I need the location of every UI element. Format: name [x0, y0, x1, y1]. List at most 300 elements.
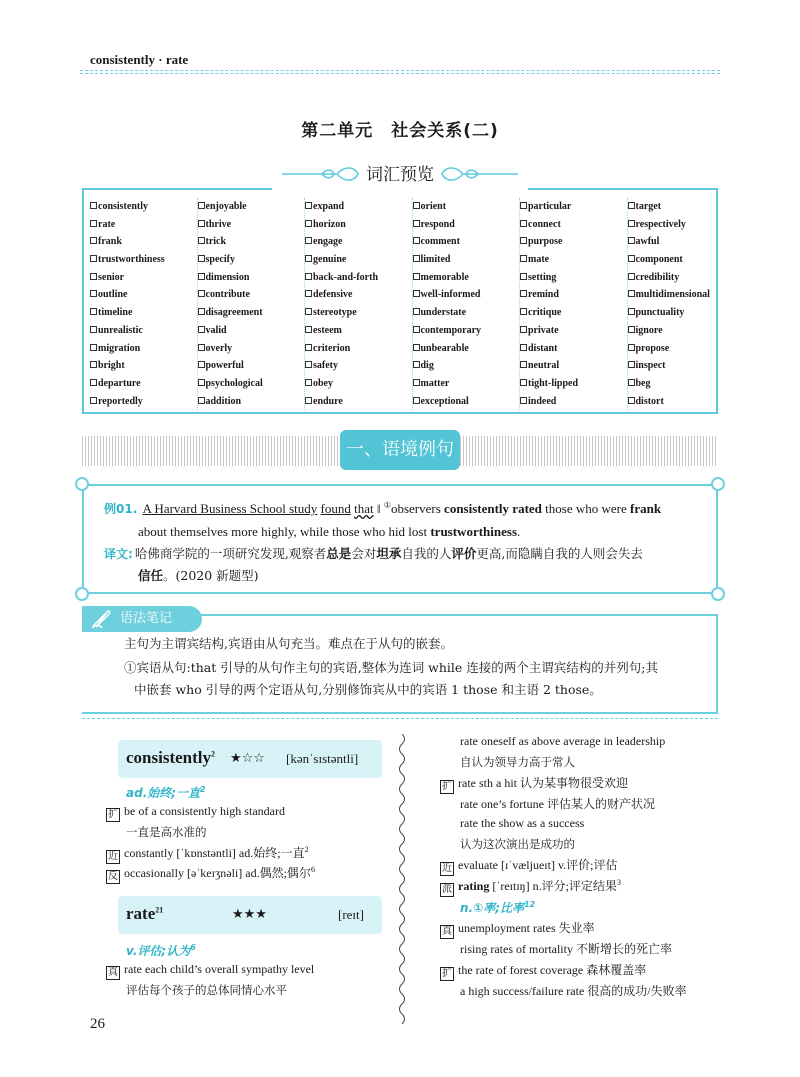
vocab-word: consistently: [98, 201, 148, 212]
synonym-text: constantly [ˈkɒnstəntli] ad.始终;一直: [124, 846, 305, 860]
checkbox-icon[interactable]: [305, 379, 312, 386]
vocab-word: mate: [528, 254, 550, 266]
example-sentence-line1: [104, 500, 661, 517]
frequency: 12: [524, 900, 536, 909]
vocab-column: [520, 198, 628, 410]
checkbox-icon[interactable]: [90, 273, 97, 280]
vocab-word: unrealistic: [98, 324, 143, 336]
example-that: that: [354, 501, 374, 516]
vocab-word: well-informed: [420, 289, 481, 301]
vocab-word: criterion: [313, 342, 351, 354]
antonym-mark: 反: [108, 871, 118, 882]
frequency: 6: [310, 865, 315, 874]
corner-ornament-icon: [711, 587, 725, 601]
vocab-word: beg: [635, 377, 651, 389]
synonym-mark: 近: [442, 863, 452, 874]
checkbox-icon[interactable]: [198, 344, 205, 351]
checkbox-icon[interactable]: [520, 237, 527, 244]
checkbox-icon[interactable]: [90, 202, 97, 209]
vocab-item[interactable]: [413, 286, 520, 304]
vocab-item[interactable]: [198, 393, 305, 411]
vocab-item[interactable]: [628, 322, 736, 340]
vocab-item[interactable]: [520, 286, 627, 304]
vocab-item[interactable]: [413, 269, 520, 287]
vocab-item[interactable]: [198, 216, 305, 234]
vocab-item[interactable]: [198, 322, 305, 340]
vocab-item[interactable]: [628, 286, 736, 304]
vocab-item[interactable]: [413, 322, 520, 340]
translation-text: 会对: [351, 546, 377, 561]
vocab-word: respectively: [635, 218, 686, 230]
checkbox-icon[interactable]: [90, 255, 97, 262]
vocab-item[interactable]: [628, 340, 736, 358]
vocab-item[interactable]: [198, 251, 305, 269]
vocab-item[interactable]: [90, 251, 197, 269]
part-of-speech: [126, 942, 196, 959]
checkbox-icon[interactable]: [520, 344, 527, 351]
checkbox-icon[interactable]: [198, 237, 205, 244]
grammar-tag: [82, 606, 202, 632]
grammar-line: ①宾语从句:that 引导的从句作主句的宾语,整体为连词 while 连接的两个主谓宾结构的并列句;其: [124, 660, 659, 675]
checkbox-icon[interactable]: [90, 220, 97, 227]
checkbox-icon[interactable]: [628, 361, 635, 368]
frequency: 3: [616, 878, 621, 887]
vocab-item[interactable]: [90, 216, 197, 234]
vocab-word: disagreement: [205, 307, 263, 319]
checkbox-icon[interactable]: [628, 326, 635, 333]
frequency: 2: [304, 845, 309, 854]
star-rating: ★☆☆: [230, 751, 265, 766]
antonym-text: occasionally [əˈkeɪʒnəli] ad.偶然;偶尔: [124, 866, 311, 880]
example-phrase: rate oneself as above average in leadership: [460, 734, 666, 748]
vocab-item[interactable]: [628, 251, 736, 269]
frequency: 2: [200, 785, 206, 794]
checkbox-icon[interactable]: [520, 361, 527, 368]
vocab-item[interactable]: [198, 198, 305, 216]
vocab-word: back-and-forth: [313, 271, 379, 283]
vocab-word: distant: [528, 342, 558, 354]
real-exam-line: [440, 919, 595, 939]
vocab-item[interactable]: [90, 393, 197, 411]
checkbox-icon[interactable]: [520, 290, 527, 297]
clause-marker: ①: [383, 500, 391, 510]
translation-text: 。(2020 新题型): [163, 568, 259, 583]
checkbox-icon[interactable]: [305, 308, 312, 315]
translation-keyword: 信任: [138, 568, 164, 583]
vocab-item[interactable]: [198, 304, 305, 322]
example-text: about themselves more highly, while those who hid lost: [138, 524, 431, 539]
checkbox-icon[interactable]: [520, 326, 527, 333]
vocab-word: respond: [420, 218, 455, 230]
vocab-grid: [90, 198, 735, 410]
vocab-word: dimension: [205, 271, 250, 283]
vocab-item[interactable]: [413, 393, 520, 411]
vocab-item[interactable]: [90, 340, 197, 358]
checkbox-icon[interactable]: [413, 220, 420, 227]
phrase-translation: 评估每个孩子的总体同情心水平: [126, 983, 287, 997]
extension-mark: 扩: [108, 809, 118, 820]
vocab-item[interactable]: [520, 322, 627, 340]
vocab-word: obey: [313, 377, 333, 389]
translation-text: 自我的人: [401, 546, 452, 561]
example-subject: A Harvard Business School study: [142, 501, 318, 516]
vocab-item[interactable]: [90, 375, 197, 393]
checkbox-icon[interactable]: [413, 326, 420, 333]
derivative-word: rating: [458, 879, 490, 893]
vocab-word: timeline: [98, 307, 133, 319]
extension-mark: 扩: [442, 968, 452, 979]
vocab-word: outline: [98, 289, 128, 301]
derivative-line: [440, 877, 621, 897]
checkbox-icon[interactable]: [628, 290, 635, 297]
translation-label: 译文:: [104, 547, 133, 561]
vocab-word: memorable: [420, 271, 469, 283]
checkbox-icon[interactable]: [90, 237, 97, 244]
synonym-line: [440, 856, 618, 876]
vocab-item[interactable]: [520, 198, 627, 216]
vocab-word: expand: [313, 201, 345, 212]
vocab-word: connect: [528, 218, 561, 230]
vocab-word: tight-lipped: [528, 377, 579, 389]
checkbox-icon[interactable]: [413, 255, 420, 262]
checkbox-icon[interactable]: [198, 290, 205, 297]
checkbox-icon[interactable]: [305, 344, 312, 351]
extension-mark: 扩: [442, 781, 452, 792]
vocab-word: departure: [98, 377, 141, 389]
vocab-item[interactable]: [413, 304, 520, 322]
checkbox-icon[interactable]: [413, 361, 420, 368]
checkbox-icon[interactable]: [198, 220, 205, 227]
vocab-item[interactable]: [628, 198, 736, 216]
vocab-word: awful: [635, 236, 660, 248]
frequency: 6: [190, 943, 196, 952]
vocab-item[interactable]: [90, 357, 197, 375]
pos-text: v.评估;认为: [126, 944, 191, 958]
translation-text: 更高,而隐瞒自我的人则会失去: [476, 546, 643, 561]
vocab-word: target: [635, 201, 662, 212]
vocab-item[interactable]: [305, 375, 412, 393]
vocab-word: remind: [528, 289, 559, 301]
real-exam-line: [106, 962, 314, 980]
checkbox-icon[interactable]: [520, 397, 527, 404]
checkbox-icon[interactable]: [198, 255, 205, 262]
section-title: 一、语境例句: [340, 430, 460, 470]
vocab-word: stereotype: [313, 307, 357, 319]
corner-ornament-icon: [75, 587, 89, 601]
vocab-word: trick: [205, 236, 227, 248]
phrase-text: be of a consistently high standard: [124, 804, 285, 818]
phrase-translation: 认为这次演出是成功的: [460, 837, 575, 851]
vocab-word: punctuality: [635, 307, 685, 319]
phrase-text: rate sth a hit 认为某事物很受欢迎: [458, 776, 628, 790]
vocab-item[interactable]: [628, 233, 736, 251]
derivative-text: [ˈreɪtɪŋ] n.评分;评定结果: [489, 879, 617, 893]
checkbox-icon[interactable]: [198, 308, 205, 315]
vocab-word: esteem: [313, 324, 342, 336]
vocab-column: [198, 198, 306, 410]
running-header: consistently · rate: [90, 52, 189, 67]
checkbox-icon[interactable]: [90, 308, 97, 315]
vocab-item[interactable]: [305, 286, 412, 304]
corner-ornament-icon: [75, 477, 89, 491]
vocab-word: engage: [313, 236, 343, 248]
vocab-word: psychological: [205, 377, 263, 389]
translation-keyword: 坦承: [376, 546, 402, 561]
checkbox-icon[interactable]: [520, 273, 527, 280]
vocab-word: ignore: [635, 324, 663, 336]
translation-line2: [138, 566, 259, 584]
vocab-item[interactable]: [413, 216, 520, 234]
real-exam-mark: 真: [442, 926, 452, 937]
header-divider: [80, 70, 720, 74]
keyword-frank: frank: [630, 501, 662, 516]
vocab-word: addition: [205, 395, 242, 407]
checkbox-icon[interactable]: [413, 397, 420, 404]
vocab-word: endure: [313, 395, 343, 407]
checkbox-icon[interactable]: [305, 220, 312, 227]
vocab-word: specify: [205, 254, 235, 266]
vocab-word: powerful: [205, 360, 244, 372]
checkbox-icon[interactable]: [198, 202, 205, 209]
extension-line: [440, 774, 628, 794]
vocab-item[interactable]: [520, 304, 627, 322]
phrase-translation: 自认为领导力高于常人: [460, 755, 575, 769]
vocab-item[interactable]: [520, 357, 627, 375]
vocab-word: defensive: [313, 289, 353, 301]
vocab-item[interactable]: [90, 322, 197, 340]
vocab-item[interactable]: [198, 357, 305, 375]
vocab-word: setting: [528, 271, 557, 283]
checkbox-icon[interactable]: [198, 273, 205, 280]
checkbox-icon[interactable]: [198, 397, 205, 404]
vocab-title: 词汇预览: [366, 165, 434, 185]
vocab-item[interactable]: [305, 269, 412, 287]
vocab-word: multidimensional: [635, 289, 710, 301]
pen-icon: [90, 609, 112, 629]
vocab-item[interactable]: [305, 393, 412, 411]
headword-consistently: [126, 748, 215, 768]
vocab-item[interactable]: [305, 304, 412, 322]
checkbox-icon[interactable]: [305, 290, 312, 297]
phrase-line: a high success/failure rate 很高的成功/失败率: [460, 984, 687, 998]
vocab-word: rate: [98, 218, 116, 230]
unit-title: 第二单元 社会关系(二): [301, 121, 499, 141]
part-of-speech: [460, 899, 535, 916]
vocab-item[interactable]: [520, 251, 627, 269]
headword-text: consistently: [126, 748, 211, 767]
vocab-item[interactable]: [90, 198, 197, 216]
translation-line: [126, 982, 287, 998]
frequency: 2: [211, 749, 215, 759]
vocab-item[interactable]: [628, 216, 736, 234]
synonym-text: evaluate [ɪˈvæljueɪt] v.评价;评估: [458, 858, 618, 872]
translation-text: 哈佛商学院的一项研究发现,观察者: [134, 546, 327, 561]
headword-text: rate: [126, 904, 156, 923]
checkbox-icon[interactable]: [90, 361, 97, 368]
vocab-column: [628, 198, 736, 410]
checkbox-icon[interactable]: [90, 397, 97, 404]
content-divider: [82, 718, 718, 719]
vocab-item[interactable]: [198, 233, 305, 251]
checkbox-icon[interactable]: [413, 202, 420, 209]
vocab-item[interactable]: [520, 375, 627, 393]
vocab-item[interactable]: [305, 322, 412, 340]
translation-line: [126, 824, 207, 840]
checkbox-icon[interactable]: [198, 379, 205, 386]
vocab-item[interactable]: [520, 340, 627, 358]
vocab-word: enjoyable: [205, 201, 247, 212]
vocab-word: critique: [528, 307, 562, 319]
page-number: 26: [90, 1016, 105, 1032]
vocab-item[interactable]: [90, 269, 197, 287]
real-exam-mark: 真: [108, 967, 118, 978]
vocab-word: distort: [635, 395, 664, 407]
checkbox-icon[interactable]: [520, 379, 527, 386]
vocab-item[interactable]: [413, 357, 520, 375]
checkbox-icon[interactable]: [413, 344, 420, 351]
vocab-item[interactable]: [628, 393, 736, 411]
phrase-line: rate one’s fortune 评估某人的财产状况: [460, 797, 655, 811]
translation-line1: [104, 544, 643, 562]
grammar-line: 中嵌套 who 引导的两个定语从句,分别修饰宾从中的宾语 1 those 和主语 2 those。: [134, 682, 602, 697]
checkbox-icon[interactable]: [413, 290, 420, 297]
vocab-item[interactable]: [520, 269, 627, 287]
pos-text: n.①率;比率: [460, 901, 525, 915]
vocab-item[interactable]: [305, 251, 412, 269]
checkbox-icon[interactable]: [90, 379, 97, 386]
vocab-word: genuine: [313, 254, 347, 266]
checkbox-icon[interactable]: [413, 379, 420, 386]
vocab-word: dig: [420, 360, 434, 372]
vocab-item[interactable]: [198, 286, 305, 304]
checkbox-icon[interactable]: [90, 290, 97, 297]
example-phrase: rising rates of mortality 不断增长的死亡率: [460, 942, 672, 956]
vocab-item[interactable]: [413, 340, 520, 358]
vocab-word: private: [528, 324, 559, 336]
checkbox-icon[interactable]: [305, 202, 312, 209]
checkbox-icon[interactable]: [628, 379, 635, 386]
keyword-consistently-rated: consistently rated: [444, 501, 542, 516]
checkbox-icon[interactable]: [305, 237, 312, 244]
vocab-word: overly: [205, 342, 233, 354]
vocab-word: senior: [98, 271, 125, 283]
vocab-item[interactable]: [413, 251, 520, 269]
example-verb: found: [320, 501, 351, 516]
checkbox-icon[interactable]: [413, 237, 420, 244]
frequency: 21: [155, 905, 164, 915]
checkbox-icon[interactable]: [305, 326, 312, 333]
checkbox-icon[interactable]: [520, 220, 527, 227]
checkbox-icon[interactable]: [305, 255, 312, 262]
vocab-word: unbearable: [420, 342, 469, 354]
checkbox-icon[interactable]: [628, 220, 635, 227]
vocab-item[interactable]: [520, 233, 627, 251]
clause-separator: ‖: [376, 501, 381, 516]
antonym-line: [106, 864, 315, 884]
checkbox-icon[interactable]: [520, 202, 527, 209]
vocab-item[interactable]: [305, 198, 412, 216]
checkbox-icon[interactable]: [628, 202, 635, 209]
checkbox-icon[interactable]: [628, 273, 635, 280]
checkbox-icon[interactable]: [520, 255, 527, 262]
vocab-word: thrive: [205, 218, 232, 230]
checkbox-icon[interactable]: [628, 344, 635, 351]
vocab-item[interactable]: [413, 375, 520, 393]
vocab-word: contribute: [205, 289, 250, 301]
vocab-item[interactable]: [305, 233, 412, 251]
vocab-item[interactable]: [198, 269, 305, 287]
phonetic: [reɪt]: [338, 907, 364, 922]
phrase-line: rate the show as a success: [460, 816, 585, 830]
vocab-item[interactable]: [413, 198, 520, 216]
vocab-column: [90, 198, 198, 410]
vocab-item[interactable]: [305, 340, 412, 358]
vocab-word: migration: [98, 342, 141, 354]
checkbox-icon[interactable]: [90, 344, 97, 351]
synonym-line: [106, 844, 309, 864]
example-text: observers: [390, 501, 445, 516]
corner-ornament-icon: [711, 477, 725, 491]
vocab-item[interactable]: [628, 375, 736, 393]
vocab-column: [305, 198, 413, 410]
checkbox-icon[interactable]: [628, 308, 635, 315]
vocab-item[interactable]: [305, 216, 412, 234]
checkbox-icon[interactable]: [413, 308, 420, 315]
vocab-item[interactable]: [198, 375, 305, 393]
vocab-word: credibility: [635, 271, 680, 283]
checkbox-icon[interactable]: [413, 273, 420, 280]
vocab-preview-box: [82, 188, 718, 414]
vocab-item[interactable]: [520, 216, 627, 234]
vocab-item[interactable]: [90, 286, 197, 304]
checkbox-icon[interactable]: [198, 361, 205, 368]
checkbox-icon[interactable]: [520, 308, 527, 315]
extension-line: [440, 961, 646, 981]
checkbox-icon[interactable]: [305, 273, 312, 280]
vocab-item[interactable]: [628, 357, 736, 375]
vocab-word: limited: [420, 254, 451, 266]
vocab-item[interactable]: [198, 340, 305, 358]
vocab-word: horizon: [313, 218, 346, 230]
synonym-mark: 近: [108, 851, 118, 862]
example-text: those who were: [541, 501, 630, 516]
grammar-line: 主句为主谓宾结构,宾语由从句充当。难点在于从句的嵌套。: [124, 636, 453, 651]
vocab-item[interactable]: [520, 393, 627, 411]
vocab-item[interactable]: [90, 304, 197, 322]
vocab-item[interactable]: [90, 233, 197, 251]
vocab-item[interactable]: [628, 269, 736, 287]
vocab-word: understate: [420, 307, 467, 319]
vocab-item[interactable]: [628, 304, 736, 322]
checkbox-icon[interactable]: [628, 237, 635, 244]
checkbox-icon[interactable]: [305, 361, 312, 368]
keyword-trustworthiness: trustworthiness: [430, 524, 518, 539]
checkbox-icon[interactable]: [628, 255, 635, 262]
vocab-word: matter: [420, 377, 450, 389]
checkbox-icon[interactable]: [628, 397, 635, 404]
vocab-word: inspect: [635, 360, 666, 372]
column-separator-icon: [396, 734, 408, 1024]
vocab-item[interactable]: [413, 233, 520, 251]
phrase-translation: 一直是高水准的: [126, 825, 207, 839]
checkbox-icon[interactable]: [305, 397, 312, 404]
vocab-item[interactable]: [305, 357, 412, 375]
checkbox-icon[interactable]: [90, 326, 97, 333]
example-phrase: unemployment rates 失业率: [458, 921, 595, 935]
right-ornament-icon: [438, 166, 518, 182]
checkbox-icon[interactable]: [198, 326, 205, 333]
vocab-word: reportedly: [98, 395, 143, 407]
